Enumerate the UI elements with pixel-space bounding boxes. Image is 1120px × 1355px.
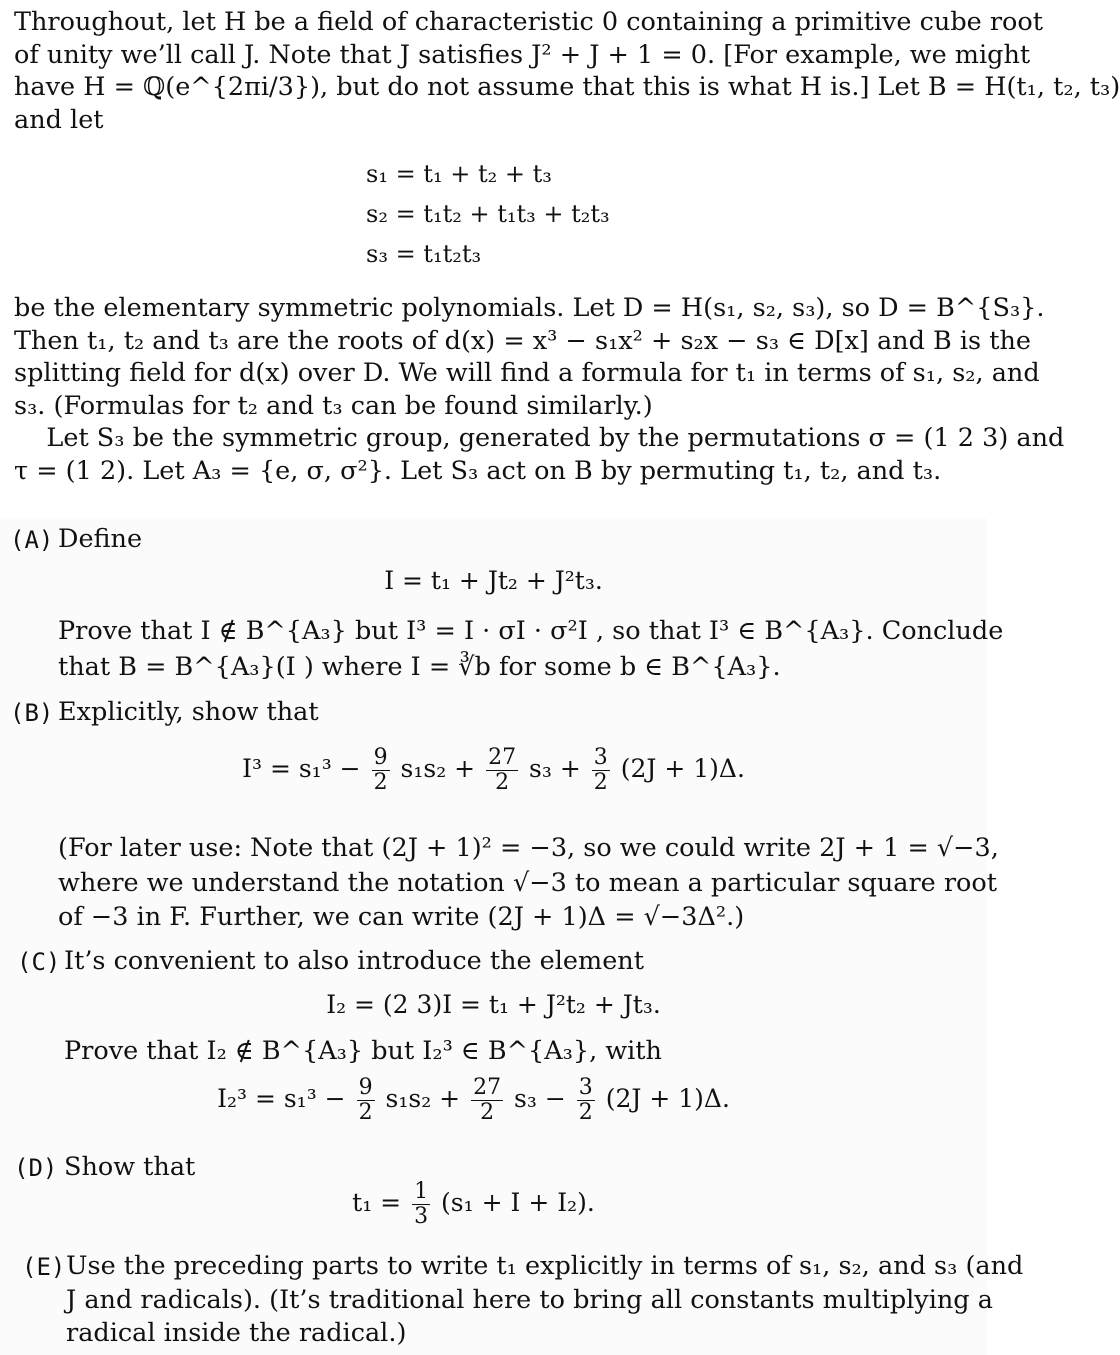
setup-paragraph <box>14 292 1065 487</box>
part-e-text: J and radicals). (It’s traditional here to bring all constants multiplying a <box>66 1285 993 1315</box>
part-c-equation: I₂ = (2 3)I = t₁ + J²t₂ + Jt₃. <box>326 990 661 1019</box>
part-b-note: where we understand the notation √−3 to mean a particular square root <box>58 868 997 898</box>
equation-s1: s₁ = t₁ + t₂ + t₃ <box>366 160 552 188</box>
eq-term: (2J + 1)Δ. <box>620 754 745 783</box>
fraction <box>577 1076 595 1125</box>
fraction-denominator: 3 <box>414 1204 429 1229</box>
eq-term: I₂³ = s₁³ − <box>217 1084 346 1113</box>
part-b-note: (For later use: Note that (2J + 1)² = −3, so we could write 2J + 1 = √−3, <box>58 833 999 863</box>
fraction <box>357 1076 375 1125</box>
part-b-equation <box>0 746 987 795</box>
eq-term: s₃ + <box>529 754 581 783</box>
fraction-numerator: 9 <box>373 745 388 770</box>
part-d-label: (D) <box>14 1154 58 1182</box>
part-a-text: that B = B^{A₃}(I ) where I = ∛b for some b ∈ B^{A₃}. <box>58 652 781 682</box>
fraction-numerator: 9 <box>358 1075 373 1100</box>
part-a-label: (A) <box>10 526 54 554</box>
symmetric-polynomials <box>366 154 610 274</box>
eq-term: (s₁ + I + I₂). <box>441 1188 595 1217</box>
eq-term: (2J + 1)Δ. <box>605 1084 730 1113</box>
fraction <box>486 746 518 795</box>
fraction <box>372 746 390 795</box>
setup-line: τ = (1 2). Let A₃ = {e, σ, σ²}. Let S₃ act on B by permuting t₁, t₂, and t₃. <box>14 455 942 486</box>
part-e-label: (E) <box>22 1253 66 1281</box>
setup-line: be the elementary symmetric polynomials. Let D = H(s₁, s₂, s₃), so D = B^{S₃}. <box>14 293 1045 323</box>
eq-term: s₁s₂ + <box>385 1084 461 1113</box>
equation-s2: s₂ = t₁t₂ + t₁t₃ + t₂t₃ <box>366 200 610 228</box>
part-c-intro: It’s convenient to also introduce the element <box>64 946 644 976</box>
setup-line: splitting field for d(x) over D. We will find a formula for t₁ in terms of s₁, s₂, and <box>14 358 1040 388</box>
intro-line: Throughout, let H be a field of characteristic 0 containing a primitive cube root <box>14 7 1043 37</box>
fraction-numerator: 3 <box>578 1075 593 1100</box>
setup-line: Let S₃ be the symmetric group, generated by the permutations σ = (1 2 3) and <box>14 423 1065 453</box>
setup-line: Then t₁, t₂ and t₃ are the roots of d(x) = x³ − s₁x² + s₂x − s₃ ∈ D[x] and B is the <box>14 325 1031 356</box>
intro-line: and let <box>14 104 104 135</box>
part-c-text: Prove that I₂ ∉ B^{A₃} but I₂³ ∈ B^{A₃}, with <box>64 1036 662 1066</box>
intro-paragraph <box>14 6 1120 136</box>
fraction-denominator: 2 <box>480 1100 495 1125</box>
fraction-denominator: 2 <box>495 770 510 795</box>
fraction-numerator: 1 <box>414 1179 429 1204</box>
setup-line: s₃. (Formulas for t₂ and t₃ can be found similarly.) <box>14 390 653 421</box>
fraction-denominator: 2 <box>373 770 388 795</box>
fraction-denominator: 2 <box>593 770 608 795</box>
part-d-equation <box>0 1180 967 1229</box>
fraction-denominator: 2 <box>358 1100 373 1125</box>
intro-line: have H = ℚ(e^{2πi/3}), but do not assume that this is what H is.] Let B = H(t₁, t₂, t₃) <box>14 72 1120 102</box>
part-a-equation: I = t₁ + Jt₂ + J²t₃. <box>384 566 603 595</box>
part-b-note: of −3 in F. Further, we can write (2J + 1)Δ = √−3Δ².) <box>58 902 745 932</box>
intro-line: of unity we’ll call J. Note that J satisfies J² + J + 1 = 0. [For example, we might <box>14 39 1031 70</box>
fraction-numerator: 27 <box>473 1075 502 1100</box>
fraction <box>471 1076 503 1125</box>
fraction <box>412 1180 430 1229</box>
part-e-text: Use the preceding parts to write t₁ explicitly in terms of s₁, s₂, and s₃ (and <box>66 1251 1024 1281</box>
fraction-numerator: 27 <box>488 745 517 770</box>
eq-term: s₁s₂ + <box>400 754 476 783</box>
eq-term: I³ = s₁³ − <box>242 754 361 783</box>
part-b-intro: Explicitly, show that <box>58 697 319 727</box>
eq-term: s₃ − <box>514 1084 566 1113</box>
equation-s3: s₃ = t₁t₂t₃ <box>366 240 482 268</box>
part-e-text: radical inside the radical.) <box>66 1318 407 1348</box>
part-a-text: Prove that I ∉ B^{A₃} but I³ = I · σI · σ²I , so that I³ ∈ B^{A₃}. Conclude <box>58 616 1004 646</box>
part-d-intro: Show that <box>64 1152 196 1182</box>
fraction-denominator: 2 <box>578 1100 593 1125</box>
part-c-label: (C) <box>17 948 61 976</box>
fraction-numerator: 3 <box>593 745 608 770</box>
part-b-label: (B) <box>10 699 54 727</box>
eq-term: t₁ = <box>352 1188 402 1217</box>
part-a-intro: Define <box>58 524 143 554</box>
part-c-equation-2 <box>0 1076 967 1125</box>
fraction <box>592 746 610 795</box>
